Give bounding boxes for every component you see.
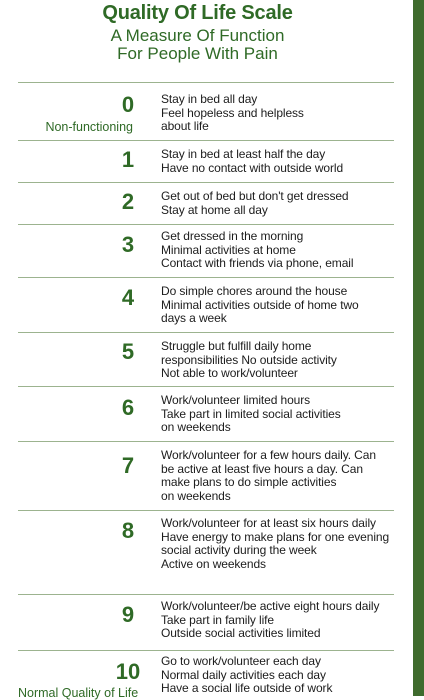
description-line: Feel hopeless and helpless [161,105,304,120]
level-description [161,285,397,326]
description-line: Have no contact with outside world [161,160,344,175]
description-line: Take part in limited social activities [161,406,341,421]
row-divider [18,510,394,511]
level-number: 4 [121,285,135,310]
side-bar [413,0,424,696]
row-divider [18,277,394,278]
level-description [161,394,397,435]
level-description [161,340,397,381]
description-line: Stay in bed at least half the day [161,147,326,161]
description-line: Contact with friends via phone, email [161,256,354,271]
level-description [161,655,397,696]
level-description [161,600,397,641]
description-line: Struggle but fulfill daily home [161,339,312,353]
level-description [161,93,397,134]
level-number: 9 [121,602,135,627]
description-line: about life [161,119,209,134]
page-subtitle-line-2: For People With Pain [117,44,278,63]
row-divider [18,650,394,651]
level-description [161,148,397,175]
description-line: Take part in family life [161,612,274,627]
level-number: 2 [121,189,135,214]
level-number: 8 [121,518,135,543]
level-number: 1 [121,147,135,172]
description-line: on weekends [161,420,231,435]
row-divider [18,224,394,225]
description-line: Work/volunteer limited hours [161,393,311,407]
row-divider [18,441,394,442]
row-divider [18,182,394,183]
description-line: Work/volunteer/be active eight hours daily [161,599,380,613]
row-divider [18,386,394,387]
level-description [161,449,397,503]
page-title: Quality Of Life Scale [102,2,293,24]
description-line: Have energy to make plans for one evening [161,529,390,544]
level-number: 10 [115,659,141,684]
level-side-label-non-functioning: Non-functioning [45,120,133,134]
description-line: Get out of bed but don't get dressed [161,189,349,203]
description-line: be active at least five hours a day. Can [161,461,363,476]
description-line: make plans to do simple activities [161,475,337,490]
row-divider [18,82,394,83]
level-side-label-normal-quality: Normal Quality of Life [18,686,139,700]
description-line: Go to work/volunteer each day [161,654,321,668]
description-line: Work/volunteer for at least six hours daily [161,516,376,530]
description-line: Normal daily activities each day [161,667,326,682]
description-line: responsibilities No outside activity [161,352,337,367]
level-description [161,190,397,217]
page-subtitle-line-1: A Measure Of Function [110,26,285,45]
description-line: days a week [161,311,227,326]
level-number: 6 [121,395,135,420]
description-line: Outside social activities limited [161,626,321,641]
level-description [161,230,397,271]
row-divider [18,140,394,141]
level-number: 7 [121,453,135,478]
description-line: social activity during the week [161,543,317,558]
description-line: Not able to work/volunteer [161,366,298,381]
description-line: Work/volunteer for a few hours daily. Can [161,448,376,462]
row-divider [18,594,394,595]
level-number: 0 [121,92,135,117]
description-line: Stay at home all day [161,202,268,217]
description-line: Minimal activities at home [161,242,296,257]
description-line: on weekends [161,488,231,503]
description-line: Active on weekends [161,556,266,571]
description-line: Get dressed in the morning [161,229,304,243]
description-line: Do simple chores around the house [161,284,348,298]
level-number: 5 [121,339,135,364]
level-number: 3 [121,232,135,257]
level-description [161,517,397,571]
description-line: Have a social life outside of work [161,681,333,696]
row-divider [18,332,394,333]
description-line: Minimal activities outside of home two [161,297,359,312]
description-line: Stay in bed all day [161,92,258,106]
